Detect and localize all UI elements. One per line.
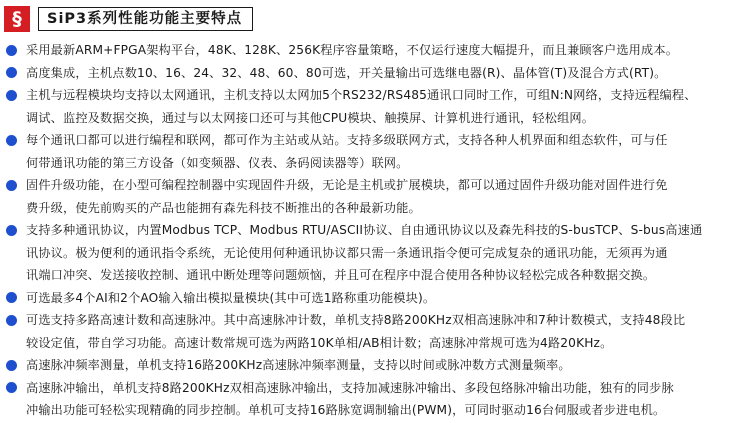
feature-text: 高速脉冲输出，单机支持8路200KHz双相高速脉冲输出，支持加减速脉冲输出、多段包络脉冲输出功能，独有的同步脉 冲输出功能可轻松实现精确的同步控制。单机可支持16路脉宽调制输出(PWM)，可同时驱动16台伺服或者步进电机。 — [26, 380, 674, 417]
bullet-icon — [6, 225, 17, 236]
feature-item — [5, 129, 733, 174]
bullet-icon — [6, 135, 17, 146]
feature-list — [5, 39, 733, 422]
feature-text: 高度集成，主机点数10、16、24、32、48、60、80可选，开关量输出可选继电器(R)、晶体管(T)及混合方式(RT)。 — [26, 65, 667, 80]
feature-item — [5, 39, 733, 62]
feature-item — [5, 62, 733, 85]
feature-item — [5, 309, 733, 354]
feature-item — [5, 377, 733, 422]
feature-text: 主机与远程模块均支持以太网通讯，主机支持以太网加5个RS232/RS485通讯口同时工作，可组N:N网络，支持远程编程、 调试、监控及数据交换，通过与以太网接口还可与其他CPU模块、触摸屏、计算机进行通讯，轻松组网。 — [26, 88, 697, 125]
feature-text: 固件升级功能，在小型可编程控制器中实现固件升级，无论是主机或扩展模块，都可以通过固件升级功能对固件进行免 费升级，使先前购买的产品也能拥有森先科技不断推出的各种最新功能。 — [26, 178, 668, 215]
section-mark-icon: § — [4, 6, 30, 32]
bullet-icon — [6, 45, 17, 56]
section-title: SiP3系列性能功能主要特点 — [38, 7, 253, 31]
bullet-icon — [6, 360, 17, 371]
feature-text: 可选最多4个AI和2个AO输入输出模拟量模块(其中可选1路称重功能模块)。 — [26, 290, 436, 305]
bullet-icon — [6, 180, 17, 191]
feature-item — [5, 219, 733, 287]
feature-item — [5, 354, 733, 377]
feature-text: 每个通讯口都可以进行编程和联网，都可作为主站或从站。支持多级联网方式，支持各种人机界面和组态软件，可与任 何带通讯功能的第三方设备（如变频器、仪表、条码阅读器等）联网。 — [26, 133, 668, 170]
feature-text: 高速脉冲频率测量，单机支持16路200KHz高速脉冲频率测量，支持以时间或脉冲数方式测量频率。 — [26, 358, 571, 372]
bullet-icon — [6, 292, 17, 303]
feature-item — [5, 174, 733, 219]
feature-text: 支持多种通讯协议，内置Modbus TCP、Modbus RTU/ASCII协议、自由通讯协议以及森先科技的S-busTCP、S-bus高速通 讯协议。极为便利的通讯指令系统，无论使用何种通讯协议都只需一条通讯指令便可完成复杂的通讯功能，无须再为通 讯端口冲突、发送接收控制、通讯中断处理等问题烦恼，并且可在程序中混合使用各种协议轻松完成各种数据交换。 — [26, 223, 703, 282]
bullet-icon — [6, 315, 17, 326]
bullet-icon — [6, 67, 17, 78]
section-header — [4, 6, 253, 32]
feature-item — [5, 287, 733, 310]
bullet-icon — [6, 90, 17, 101]
feature-text: 可选支持多路高速计数和高速脉冲。其中高速脉冲计数，单机支持8路200KHz双相高速脉冲和7种计数模式，支持48段比 较设定值，带自学习功能。高速计数常规可选为两路10K单相/AB相计数；高速脉冲常规可选为4路20KHz。 — [26, 313, 686, 350]
feature-item — [5, 84, 733, 129]
bullet-icon — [6, 382, 17, 393]
feature-text: 采用最新ARM+FPGA架构平台，48K、128K、256K程序容量策略，不仅运行速度大幅提升，而且兼顾客户选用成本。 — [26, 43, 679, 57]
